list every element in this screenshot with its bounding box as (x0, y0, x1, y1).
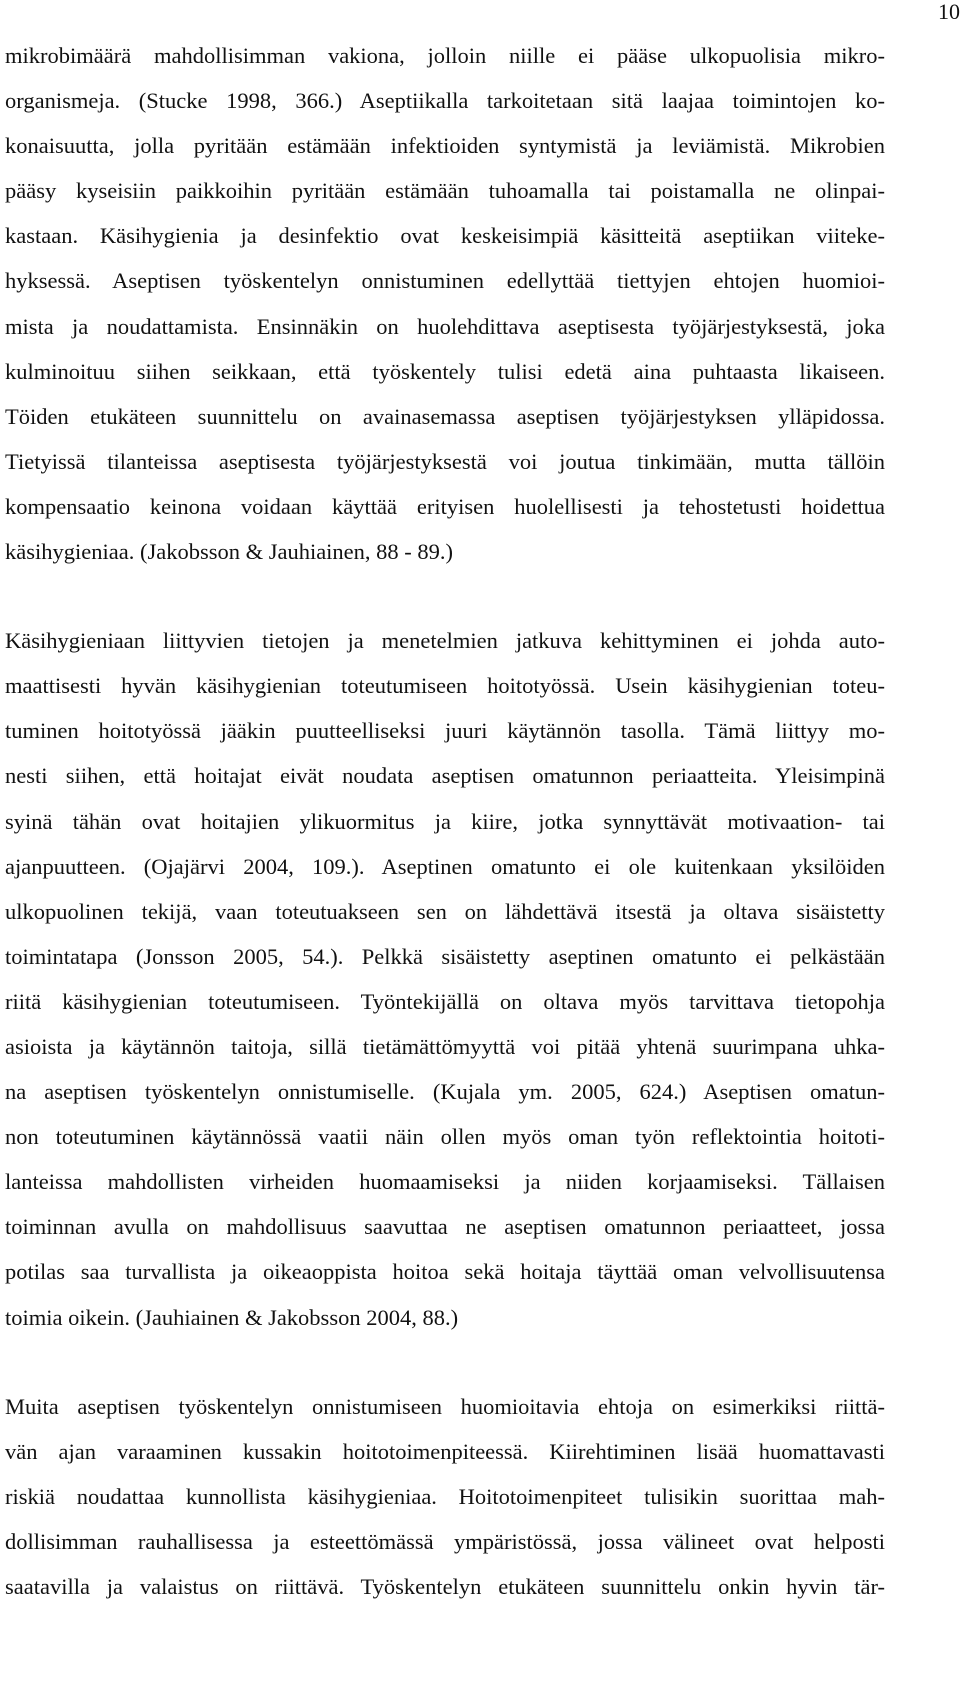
text-line: hyksessä. Aseptisen työskentelyn onnistuminen edellyttää tiettyjen ehtojen huomioi- (5, 268, 885, 294)
text-line: pääsy kyseisiin paikkoihin pyritään estämään tuhoamalla tai poistamalla ne olinpai- (5, 178, 885, 204)
text-line: potilas saa turvallista ja oikeaoppista hoitoa sekä hoitaja täyttää oman velvollisuutensa (5, 1259, 885, 1285)
paragraph-ehdot (5, 1384, 885, 1609)
text-line: kastaan. Käsihygienia ja desinfektio ovat keskeisimpiä käsitteitä aseptiikan viiteke- (5, 223, 885, 249)
text-line: mista ja noudattamista. Ensinnäkin on huolehdittava aseptisesta työjärjestyksestä, joka (5, 313, 885, 339)
text-line: non toteutuminen käytännössä vaatii näin ollen myös oman työn reflektointia hoitoti- (5, 1124, 885, 1150)
text-line: na aseptisen työskentelyn onnistumiselle. (Kujala ym. 2005, 624.) Aseptisen omatun- (5, 1079, 885, 1105)
text-line: organismeja. (Stucke 1998, 366.) Aseptiikalla tarkoitetaan sitä laajaa toimintojen ko- (5, 88, 885, 114)
text-line: ajanpuutteen. (Ojajärvi 2004, 109.). Aseptinen omatunto ei ole kuitenkaan yksilöiden (5, 853, 885, 879)
text-line: riskiä noudattaa kunnollista käsihygieniaa. Hoitotoimenpiteet tulisikin suorittaa mah- (5, 1483, 885, 1509)
text-line: käsihygieniaa. (Jakobsson & Jauhiainen, 88 - 89.) (5, 539, 454, 565)
text-line: asioista ja käytännön taitoja, sillä tietämättömyyttä voi pitää yhtenä suurimpana uhka- (5, 1033, 885, 1059)
text-line: saatavilla ja valaistus on riittävä. Työskentelyn etukäteen suunnittelu onkin hyvin tär- (5, 1574, 885, 1599)
text-line: nesti siihen, että hoitajat eivät noudata aseptisen omatunnon periaatteita. Yleisimpinä (5, 763, 885, 789)
text-line: mikrobimäärä mahdollisimman vakiona, jolloin niille ei pääse ulkopuolisia mikro- (5, 43, 885, 68)
paragraph-spacer (5, 574, 885, 618)
text-line: tuminen hoitotyössä jääkin puutteelliseksi juuri käytännön tasolla. Tämä liittyy mo- (5, 718, 885, 744)
text-line: lanteissa mahdollisten virheiden huomaamiseksi ja niiden korjaamiseksi. Tällaisen (5, 1169, 885, 1195)
text-line: Muita aseptisen työskentelyn onnistumiseen huomioitavia ehtoja on esimerkiksi riittä- (5, 1393, 885, 1419)
paragraph-spacer (5, 1340, 885, 1384)
text-line: maattisesti hyvän käsihygienian toteutumiseen hoitotyössä. Usein käsihygienian toteu- (5, 673, 885, 699)
paragraph-aseptiikka (5, 33, 885, 574)
paragraph-kasihygienia (5, 618, 885, 1340)
text-line: vän ajan varaaminen kussakin hoitotoimenpiteessä. Kiirehtiminen lisää huomattavasti (5, 1438, 885, 1464)
text-line: kulminoituu siihen seikkaan, että työskentely tulisi edetä aina puhtaasta likaiseen. (5, 358, 885, 384)
text-line: Töiden etukäteen suunnittelu on avainasemassa aseptisen työjärjestyksen ylläpidossa. (5, 403, 885, 429)
text-line: konaisuutta, jolla pyritään estämään infektioiden syntymistä ja leviämistä. Mikrobien (5, 133, 885, 159)
text-line: toimintatapa (Jonsson 2005, 54.). Pelkkä sisäistetty aseptinen omatunto ei pelkästään (5, 943, 885, 969)
document-body (5, 33, 885, 1609)
text-line: ulkopuolinen tekijä, vaan toteutuakseen sen on lähdettävä itsestä ja oltava sisäistetty (5, 898, 885, 924)
text-line: riitä käsihygienian toteutumiseen. Työntekijällä on oltava myös tarvittava tietopohja (5, 988, 885, 1014)
text-line: Tietyissä tilanteissa aseptisesta työjärjestyksestä voi joutua tinkimään, mutta tällöin (5, 448, 885, 474)
text-line: Käsihygieniaan liittyvien tietojen ja menetelmien jatkuva kehittyminen ei johda auto- (5, 628, 885, 654)
page-number: 10 (938, 0, 960, 24)
text-line: kompensaatio keinona voidaan käyttää erityisen huolellisesti ja tehostetusti hoidettua (5, 493, 885, 519)
text-line: syinä tähän ovat hoitajien ylikuormitus ja kiire, jotka synnyttävät motivaation- tai (5, 808, 885, 834)
text-line: toimia oikein. (Jauhiainen & Jakobsson 2004, 88.) (5, 1304, 459, 1330)
text-line: dollisimman rauhallisessa ja esteettömässä ympäristössä, jossa välineet ovat helposti (5, 1528, 885, 1554)
text-line: toiminnan avulla on mahdollisuus saavuttaa ne aseptisen omatunnon periaatteet, jossa (5, 1214, 885, 1240)
